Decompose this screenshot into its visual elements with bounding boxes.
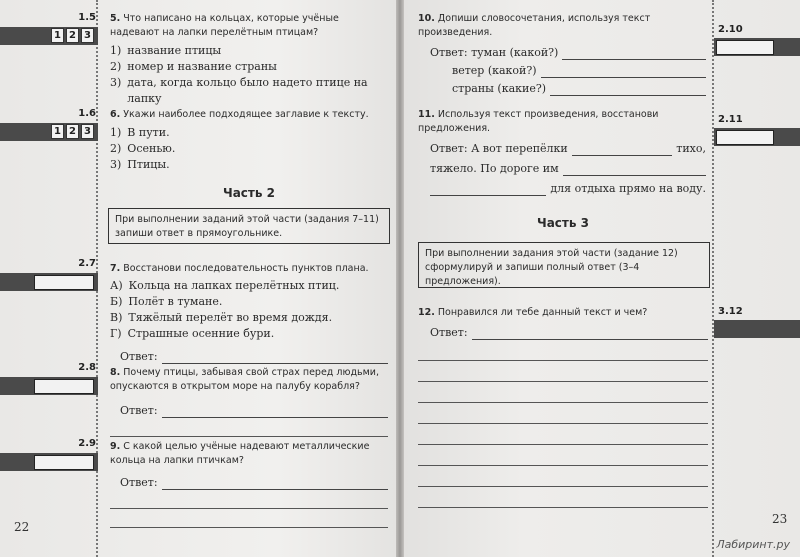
margin-block-2-9 (0, 438, 98, 474)
margin-block-3-12 (714, 306, 800, 342)
answer-field[interactable] (550, 83, 706, 96)
margin-label: 2.10 (718, 24, 743, 35)
part-3-heading: Часть 3 (537, 216, 589, 230)
page-number: 22 (14, 520, 30, 534)
margin-label: 2.8 (78, 362, 96, 373)
task-question: Укажи наиболее подходящее заглавие к тексту. (123, 109, 369, 120)
answer-label: Ответ: (120, 476, 158, 489)
margin-label: 1.6 (78, 108, 96, 119)
margin-label: 2.9 (78, 438, 96, 449)
score-digit-1[interactable]: 1 (51, 28, 64, 43)
option-a: А) Кольца на лапках перелётных птиц. (110, 279, 340, 292)
answer-row-1: Ответ: А вот перепёлки тихо, (430, 142, 706, 155)
task-number: 9. (110, 441, 121, 452)
task-7 (110, 262, 388, 364)
option-b: Б) Полёт в тумане. (110, 295, 223, 308)
task-question: Почему птицы, забывая свой страх перед людьми, опускаются в открытом море на палубу корабля? (110, 367, 379, 392)
answer-field[interactable] (541, 65, 706, 78)
score-digits (51, 124, 94, 139)
task-9 (110, 440, 388, 528)
answer-line[interactable] (418, 344, 708, 361)
task-question: Понравился ли тебе данный текст и чем? (437, 307, 648, 318)
answer-row-2: ветер (какой?) (452, 64, 706, 78)
score-bar (0, 123, 98, 141)
answer-label: Ответ: (120, 404, 158, 417)
answer-line[interactable] (110, 420, 388, 437)
answer-line[interactable] (418, 449, 708, 466)
answer-line[interactable] (110, 492, 388, 509)
score-bar (0, 377, 98, 395)
score-box[interactable] (34, 275, 94, 290)
answer-row-2: тяжело. По дороге им (430, 162, 706, 176)
task-number: 7. (110, 263, 121, 274)
option-1: 1) В пути. (110, 126, 170, 139)
margin-label: 2.7 (78, 258, 96, 269)
answer-label: Ответ: (120, 350, 158, 363)
answer-line[interactable] (418, 407, 708, 424)
answer-field[interactable] (572, 143, 673, 156)
answer-field[interactable] (430, 183, 546, 196)
score-digit-3[interactable]: 3 (81, 124, 94, 139)
score-bar (0, 273, 98, 291)
task-number: 10. (418, 13, 435, 24)
score-box[interactable] (34, 455, 94, 470)
task-5 (110, 12, 388, 107)
option-g: Г) Страшные осенние бури. (110, 327, 275, 340)
task-12 (418, 306, 708, 508)
task-8 (110, 366, 388, 437)
task-question: С какой целью учёные надевают металлические кольца на лапки птичкам? (110, 441, 370, 466)
answer-row (430, 326, 708, 340)
margin-label: 1.5 (78, 12, 96, 23)
score-digit-2[interactable]: 2 (66, 28, 79, 43)
answer-row-3: страны (какие?) (452, 82, 706, 96)
page-number: 23 (772, 512, 788, 526)
score-digit-1[interactable]: 1 (51, 124, 64, 139)
answer-line[interactable] (418, 428, 708, 445)
score-box[interactable] (34, 379, 94, 394)
option-3: 3) Птицы. (110, 158, 170, 171)
score-bar (714, 320, 800, 338)
option-2: 2) Осенью. (110, 142, 176, 155)
task-number: 12. (418, 307, 435, 318)
right-page (404, 0, 800, 557)
left-margin-column (0, 0, 98, 557)
watermark: Лабиринт.ру (716, 538, 790, 551)
option-v: В) Тяжёлый перелёт во время дождя. (110, 311, 333, 324)
score-bar (0, 453, 98, 471)
answer-label: Ответ: (430, 326, 468, 339)
score-bar (0, 27, 98, 45)
answer-field[interactable] (162, 351, 388, 364)
score-digits (51, 28, 94, 43)
score-digit-2[interactable]: 2 (66, 124, 79, 139)
margin-label: 2.11 (718, 114, 743, 125)
answer-line[interactable] (418, 386, 708, 403)
score-box[interactable] (716, 40, 774, 55)
task-11 (418, 108, 706, 196)
answer-row (120, 476, 388, 490)
score-digit-3[interactable]: 3 (81, 28, 94, 43)
task-question: Допиши словосочетания, используя текст произведения. (418, 13, 651, 38)
answer-row (120, 404, 388, 418)
task-question: Восстанови последовательность пунктов плана. (123, 263, 369, 274)
book-spine (396, 0, 404, 557)
option-2: 2) номер и название страны (110, 60, 277, 73)
option-3: 3) дата, когда кольцо было надето птице на лапку (110, 76, 368, 105)
task-question: Используя текст произведения, восстанови предложения. (418, 109, 659, 134)
option-1: 1) название птицы (110, 44, 222, 57)
task-number: 11. (418, 109, 435, 120)
answer-row-3: для отдыха прямо на воду. (430, 182, 706, 196)
answer-field[interactable] (562, 47, 706, 60)
margin-dotted-line (712, 0, 714, 557)
score-box[interactable] (716, 130, 774, 145)
margin-label: 3.12 (718, 306, 743, 317)
score-bar (714, 38, 800, 56)
task-6 (110, 108, 388, 173)
answer-row (120, 350, 388, 364)
answer-field[interactable] (162, 477, 388, 490)
score-bar (714, 128, 800, 146)
part-2-instruction: При выполнении заданий этой части (задания 7–11) запиши ответ в прямоугольнике. (108, 208, 390, 244)
part-2-heading: Часть 2 (223, 186, 275, 200)
answer-line[interactable] (418, 470, 708, 487)
margin-block-2-10 (714, 24, 800, 60)
answer-line[interactable] (418, 365, 708, 382)
margin-block-2-8 (0, 362, 98, 398)
answer-field[interactable] (162, 405, 388, 418)
answer-line[interactable] (110, 511, 388, 528)
task-number: 5. (110, 13, 121, 24)
task-number: 6. (110, 109, 121, 120)
task-number: 8. (110, 367, 121, 378)
margin-block-1-6 (0, 108, 98, 144)
part-3-instruction: При выполнении задания этой части (задание 12) сформулируй и запиши полный ответ (3–4 предложения). (418, 242, 710, 288)
margin-block-2-7 (0, 258, 98, 294)
margin-block-1-5 (0, 12, 98, 48)
answer-line[interactable] (418, 491, 708, 508)
task-10 (418, 12, 706, 96)
left-page (0, 0, 396, 557)
answer-field[interactable] (472, 327, 708, 340)
task-question: Что написано на кольцах, которые учёные надевают на лапки перелётным птицам? (110, 13, 339, 38)
margin-block-2-11 (714, 114, 800, 150)
answer-field[interactable] (563, 163, 706, 176)
answer-row-1: Ответ: туман (какой?) (430, 46, 706, 60)
